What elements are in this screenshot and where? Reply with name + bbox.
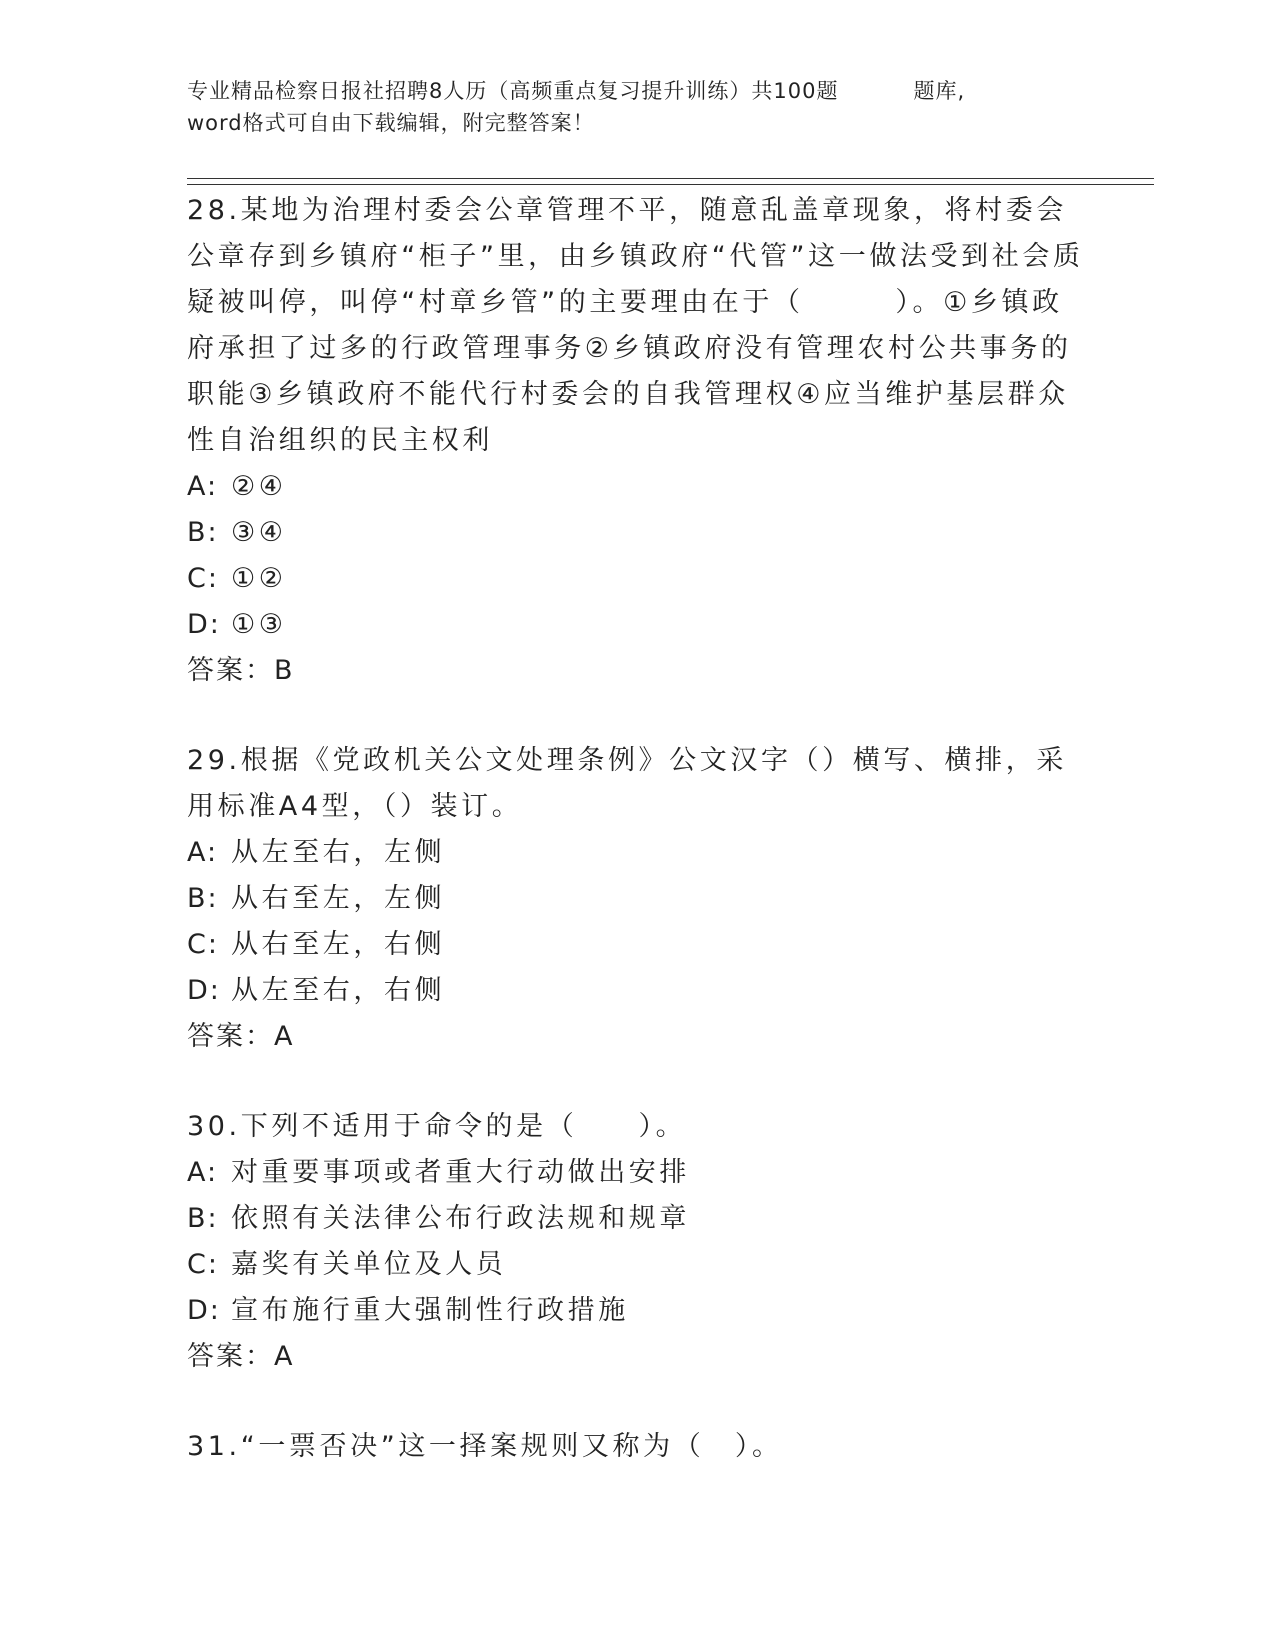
option-key: A: (187, 837, 219, 868)
option-d (187, 1288, 1087, 1334)
option-text: 从右至左，右侧 (231, 929, 446, 960)
answer-line: 答案：A (187, 1021, 295, 1052)
option-text: 依照有关法律公布行政法规和规章 (231, 1203, 690, 1234)
option-text: ①② (231, 563, 287, 594)
option-text: 从左至右，右侧 (231, 975, 446, 1006)
option-text: 宣布施行重大强制性行政措施 (231, 1295, 629, 1326)
header-title: 专业精品检察日报社招聘8人历（高频重点复习提升训练）共100题 (187, 79, 839, 103)
option-b (187, 1196, 1087, 1242)
option-text: 从右至左，左侧 (231, 883, 446, 914)
option-a (187, 464, 1087, 510)
answer-line: 答案：B (187, 655, 295, 686)
option-text: ②④ (231, 471, 287, 502)
option-text: 嘉奖有关单位及人员 (231, 1249, 507, 1280)
option-key: D: (187, 1295, 221, 1326)
option-a (187, 830, 1087, 876)
header-rule-bottom (187, 184, 1154, 185)
option-key: A: (187, 1157, 219, 1188)
option-key: A: (187, 471, 219, 502)
question-stem: 31.“一票否决”这一择案规则又称为（ ）。 (187, 1431, 783, 1462)
option-key: D: (187, 609, 221, 640)
option-d (187, 602, 1087, 648)
option-key: C: (187, 929, 219, 960)
option-text: 从左至右，左侧 (231, 837, 446, 868)
question-31 (187, 1424, 1087, 1470)
option-c (187, 556, 1087, 602)
question-stem: 28.某地为治理村委会公章管理不平，随意乱盖章现象，将村委会公章存到乡镇府“柜子”里，由乡镇政府“代管”这一做法受到社会质疑被叫停，叫停“村章乡管”的主要理由在于（ ）。①乡镇政府承担了过多的行政管理事务②乡镇政府没有管理农村公共事务的职能③乡镇政府不能代行村委会的自我管理权④应当维护基层群众性自治组织的民主权利 (187, 195, 1084, 456)
option-key: D: (187, 975, 221, 1006)
option-b (187, 876, 1087, 922)
question-28 (187, 188, 1087, 694)
question-30 (187, 1104, 1087, 1380)
option-key: B: (187, 517, 219, 548)
question-29 (187, 738, 1087, 1060)
option-text: 对重要事项或者重大行动做出安排 (231, 1157, 690, 1188)
option-key: B: (187, 1203, 219, 1234)
option-a (187, 1150, 1087, 1196)
header-title-suffix: 题库, (913, 79, 966, 103)
option-text: ③④ (231, 517, 287, 548)
header-gap (838, 75, 913, 107)
option-d (187, 968, 1087, 1014)
option-key: C: (187, 1249, 219, 1280)
option-c (187, 922, 1087, 968)
option-b (187, 510, 1087, 556)
question-stem: 30.下列不适用于命令的是（ ）。 (187, 1111, 687, 1142)
header-rule-top (187, 178, 1154, 179)
page-header (187, 75, 1087, 139)
header-line-1 (187, 75, 1087, 107)
option-key: C: (187, 563, 219, 594)
answer-line: 答案：A (187, 1341, 295, 1372)
header-subtitle: word格式可自由下载编辑，附完整答案！ (187, 111, 595, 135)
option-text: ①③ (231, 609, 287, 640)
question-stem: 29.根据《党政机关公文处理条例》公文汉字（）横写、横排，采用标准A4型，（）装订。 (187, 745, 1067, 822)
option-key: B: (187, 883, 219, 914)
question-list (187, 188, 1087, 1470)
option-c (187, 1242, 1087, 1288)
